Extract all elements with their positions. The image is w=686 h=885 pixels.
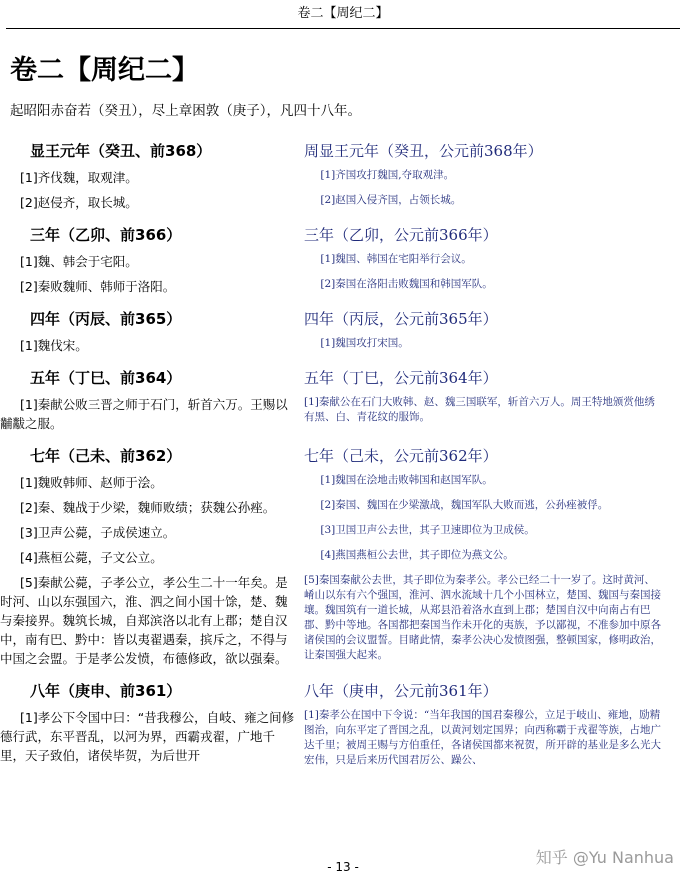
paragraph-row — [0, 473, 686, 492]
paragraph-original: [1]魏伐宋。 — [20, 338, 88, 353]
paragraph-row — [0, 277, 686, 296]
year-heading-original: 三年（乙卯、前366） — [30, 226, 182, 244]
paragraph-translation: [1]魏国在浍地击败韩国和赵国军队。 — [320, 474, 493, 486]
year-heading-row — [0, 674, 686, 708]
paragraph-original: [1]魏败韩师、赵师于浍。 — [20, 475, 163, 490]
paragraph-translation: [2]赵国入侵齐国，占领长城。 — [320, 194, 462, 206]
paragraph-row — [0, 573, 686, 668]
year-heading-original: 四年（丙辰、前365） — [30, 310, 182, 328]
intro-text: 起昭阳赤奋若（癸丑），尽上章困敦（庚子），凡四十八年。 — [10, 103, 361, 119]
year-heading-row — [0, 361, 686, 395]
year-heading-row — [0, 302, 686, 336]
paragraph-original: [3]卫声公薨，子成侯速立。 — [20, 525, 176, 540]
year-heading-original: 八年（庚申、前361） — [30, 682, 182, 700]
header-rule — [6, 28, 680, 29]
year-heading-original: 七年（己未、前362） — [30, 447, 182, 465]
paragraph-row — [0, 168, 686, 187]
paragraph-row — [0, 336, 686, 355]
year-heading-row — [0, 439, 686, 473]
watermark: 知乎 @Yu Nanhua — [535, 848, 674, 867]
paragraph-original: [1]魏、韩会于宅阳。 — [20, 254, 138, 269]
year-heading-translation: 五年（丁巳，公元前364年） — [304, 369, 498, 387]
year-heading-translation: 七年（己未，公元前362年） — [304, 447, 498, 465]
paragraph-translation: [2]秦国、魏国在少梁激战，魏国军队大败而逃，公孙痤被俘。 — [320, 499, 609, 511]
paragraph-row — [0, 498, 686, 517]
paragraph-translation: [1]秦献公在石门大败韩、赵、魏三国联军，斩首六万人。周王特地颁赏他绣有黑、白、青花纹的服饰。 — [304, 396, 655, 423]
year-heading-translation: 三年（乙卯，公元前366年） — [304, 226, 498, 244]
paragraph-translation: [4]燕国燕桓公去世，其子即位为燕文公。 — [320, 549, 514, 561]
paragraph-translation: [1]秦孝公在国中下令说：“当年我国的国君秦穆公，立足于岐山、雍地，励精图治，向东平定了晋国之乱，以黄河划定国界；向西称霸于戎翟等族，占地广达千里；被周王赐与方伯重任，各诸侯国都来祝贺，所开辟的基业是多么光大宏伟，只是后来历代国君厉公、躁公、 — [304, 709, 661, 766]
paragraph-original: [1]孝公下令国中曰：“昔我穆公，自岐、雍之间修德行武，东平晋乱，以河为界，西霸戎翟，广地千里，天子致伯，诸侯毕贺，为后世开 — [0, 710, 295, 763]
paragraph-row — [0, 523, 686, 542]
year-heading-original: 五年（丁巳、前364） — [30, 369, 182, 387]
paragraph-original: [1]齐伐魏，取观津。 — [20, 170, 138, 185]
page-title: 卷二【周纪二】 — [10, 55, 199, 86]
page-number: - 13 - — [327, 860, 359, 874]
paragraph-original: [5]秦献公薨，子孝公立，孝公生二十一年矣。是时河、山以东强国六，淮、泗之间小国十馀，楚、魏与秦接界。魏筑长城，自郑滨洛以北有上郡；楚自汉中，南有巴、黔中：皆以夷翟遇秦，摈斥之，不得与中国之会盟。于是孝公发愤，布德修政，欲以强秦。 — [0, 575, 288, 666]
paragraph-row — [0, 193, 686, 212]
year-heading-original: 显王元年（癸丑、前368） — [30, 142, 212, 160]
year-heading-translation: 八年（庚申，公元前361年） — [304, 682, 498, 700]
paragraph-row — [0, 395, 686, 433]
paragraph-translation: [1]魏国、韩国在宅阳举行会议。 — [320, 253, 472, 265]
paragraph-row — [0, 252, 686, 271]
paragraph-original: [2]秦败魏师、韩师于洛阳。 — [20, 279, 176, 294]
paragraph-original: [1]秦献公败三晋之师于石门，斩首六万。王赐以黼黻之服。 — [0, 397, 288, 431]
paragraph-row — [0, 708, 686, 768]
bilingual-rows — [0, 134, 686, 774]
year-heading-translation: 周显王元年（癸丑，公元前368年） — [304, 142, 543, 160]
paragraph-translation: [2]秦国在洛阳击败魏国和韩国军队。 — [320, 278, 493, 290]
paragraph-row — [0, 548, 686, 567]
paragraph-translation: [1]魏国攻打宋国。 — [320, 337, 409, 349]
running-head: 卷二【周纪二】 — [297, 6, 389, 21]
year-heading-row — [0, 134, 686, 168]
year-heading-row — [0, 218, 686, 252]
paragraph-translation: [1]齐国攻打魏国,夺取观津。 — [320, 169, 455, 181]
paragraph-translation: [3]卫国卫声公去世，其子卫速即位为卫成侯。 — [320, 524, 535, 536]
paragraph-original: [4]燕桓公薨，子文公立。 — [20, 550, 163, 565]
paragraph-original: [2]赵侵齐，取长城。 — [20, 195, 138, 210]
year-heading-translation: 四年（丙辰，公元前365年） — [304, 310, 498, 328]
paragraph-translation: [5]秦国秦献公去世，其子即位为秦孝公。孝公已经二十一岁了。这时黄河、崤山以东有六个强国，淮河、泗水流域十几个小国林立，楚国、魏国与秦国接壤。魏国筑有一道长城，从郑县沿着洛水直到上郡；楚国自汉中向南占有巴郡、黔中等地。各国都把秦国当作未开化的夷族，予以鄙视，不准参加中原各诸侯国的会议盟誓。目睹此情，秦孝公决心发愤图强，整顿国家，修明政治，让秦国强大起来。 — [304, 574, 661, 661]
paragraph-original: [2]秦、魏战于少梁，魏师败绩；获魏公孙痤。 — [20, 500, 276, 515]
